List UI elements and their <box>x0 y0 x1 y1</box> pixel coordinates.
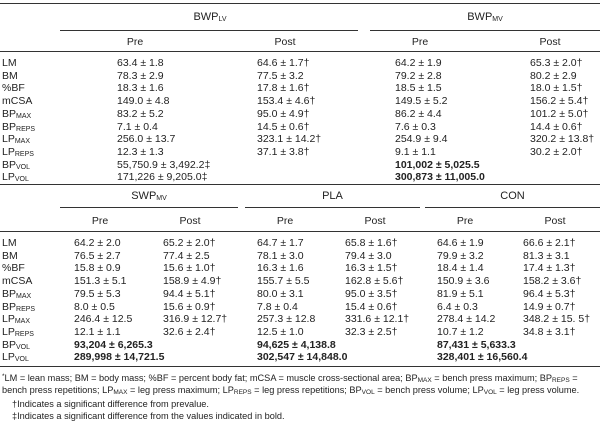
table2-group-header-pla: PLA <box>322 190 343 202</box>
table2-col-pre-2: Pre <box>276 215 294 227</box>
table-cell: 18.5 ± 1.5 <box>395 82 442 95</box>
table-cell: 15.8 ± 0.9 <box>74 262 121 275</box>
table-cell: 95.0 ± 3.5† <box>345 287 398 300</box>
table-cell: 101,002 ± 5,025.5 <box>395 158 480 171</box>
table2-header-rule <box>0 231 600 232</box>
table-cell: 78.1 ± 3.0 <box>257 249 304 262</box>
table-cell: 151.3 ± 5.1 <box>74 275 127 288</box>
table1-col-pre-2: Pre <box>411 36 429 48</box>
table2-bottom-rule <box>0 366 600 367</box>
table-cell: 81.3 ± 3.1 <box>523 249 570 262</box>
table-cell: 65.8 ± 1.6† <box>345 237 398 249</box>
table2-group-underline-3 <box>425 207 600 208</box>
table2-group-header-swp-mv: $SWP_{MV}$ <box>131 190 167 202</box>
row-label: %BF <box>2 82 25 95</box>
table-cell: 30.2 ± 2.0† <box>530 145 583 158</box>
table-cell: 15.6 ± 0.9† <box>163 300 216 313</box>
table-cell: 17.8 ± 1.6† <box>257 82 310 95</box>
table-cell: 64.7 ± 1.7 <box>257 237 304 249</box>
table-cell: 14.9 ± 0.7† <box>523 300 576 313</box>
table-cell: 150.9 ± 3.6 <box>437 275 490 288</box>
table2-top-rule <box>0 184 600 185</box>
table2-col-pre-1: Pre <box>91 215 109 227</box>
row-label: $LP_{REPS}$ <box>2 145 34 158</box>
table-cell: 14.4 ± 0.6† <box>530 120 583 133</box>
table-cell: 7.8 ± 0.4 <box>257 300 298 313</box>
row-label: $BP_{REPS}$ <box>2 300 36 313</box>
table-cell: 86.2 ± 4.4 <box>395 107 442 120</box>
row-label: LM <box>2 57 17 69</box>
row-label: BM <box>2 249 18 262</box>
row-label: $LP_{VOL}$ <box>2 171 29 184</box>
row-label: mCSA <box>2 275 33 288</box>
table-cell: 171,226 ± 9,205.0‡ <box>117 171 208 184</box>
row-label: $LP_{MAX}$ <box>2 313 31 326</box>
table-cell: 101.2 ± 5.0† <box>530 107 589 120</box>
row-label: $BP_{MAX}$ <box>2 107 32 120</box>
table-cell: 63.4 ± 1.8 <box>117 57 164 69</box>
table-cell: 94.4 ± 5.1† <box>163 287 216 300</box>
row-label: $BP_{VOL}$ <box>2 338 31 351</box>
table-cell: 155.7 ± 5.5 <box>257 275 310 288</box>
table-cell: 65.2 ± 2.0† <box>163 237 216 249</box>
row-label: $LP_{REPS}$ <box>2 325 34 338</box>
table-cell: 246.4 ± 12.5 <box>74 313 133 326</box>
table-cell: 8.0 ± 0.5 <box>74 300 115 313</box>
table-cell: 34.8 ± 3.1† <box>523 325 576 338</box>
row-label: $BP_{MAX}$ <box>2 287 32 300</box>
table-cell: 14.5 ± 0.6† <box>257 120 310 133</box>
row-label: mCSA <box>2 95 33 108</box>
table-cell: 96.4 ± 5.3† <box>523 287 576 300</box>
table-cell: 256.0 ± 13.7 <box>117 133 176 146</box>
row-label: LM <box>2 237 17 249</box>
table-cell: 316.9 ± 12.7† <box>163 313 228 326</box>
table-cell: 78.3 ± 2.9 <box>117 69 164 82</box>
table-cell: 80.0 ± 3.1 <box>257 287 304 300</box>
table-cell: 15.6 ± 1.0† <box>163 262 216 275</box>
table-cell: 331.6 ± 12.1† <box>345 313 410 326</box>
table-cell: 32.3 ± 2.5† <box>345 325 398 338</box>
row-label: $LP_{MAX}$ <box>2 133 31 146</box>
table-cell: 79.5 ± 5.3 <box>74 287 121 300</box>
table-cell: 7.6 ± 0.3 <box>395 120 436 133</box>
table-cell: 300,873 ± 11,005.0 <box>395 171 485 184</box>
table-cell: 162.8 ± 5.6† <box>345 275 404 288</box>
table-cell: 348.2 ± 15. 5† <box>523 313 591 326</box>
table1-group-header-bwp-mv: $BWP_{MV}$ <box>467 11 503 23</box>
table-cell: 77.5 ± 3.2 <box>257 69 304 82</box>
table1-col-pre-1: Pre <box>126 36 144 48</box>
table-cell: 153.4 ± 4.6† <box>257 95 316 108</box>
table-cell: 32.6 ± 2.4† <box>163 325 216 338</box>
table-cell: 320.2 ± 13.8† <box>530 133 595 146</box>
table-cell: 278.4 ± 14.2 <box>437 313 496 326</box>
table-cell: 289,998 ± 14,721.5 <box>74 351 165 364</box>
table-cell: 149.5 ± 5.2 <box>395 95 448 108</box>
table-cell: 95.0 ± 4.9† <box>257 107 310 120</box>
row-label: $LP_{VOL}$ <box>2 351 29 364</box>
footnote-dagger: †Indicates a significant difference from prevalue. <box>12 399 209 409</box>
table-cell: 93,204 ± 6,265.3 <box>74 338 153 351</box>
table1-group-underline-2 <box>370 30 600 31</box>
table-cell: 80.2 ± 2.9 <box>530 69 577 82</box>
row-label: $BP_{REPS}$ <box>2 120 36 133</box>
table-cell: 16.3 ± 1.6 <box>257 262 304 275</box>
table-cell: 12.5 ± 1.0 <box>257 325 304 338</box>
table2-col-post-1: Post <box>179 215 201 227</box>
table-cell: 156.2 ± 5.4† <box>530 95 589 108</box>
table-cell: 87,431 ± 5,633.3 <box>437 338 516 351</box>
footnote-abbreviations: *LM = lean mass; BM = body mass; %BF = percent body fat; mCSA = muscle cross-sectional area; $BP_{MAX}$ = bench press maximum; $BP_{REPS}$ = bench press repetitions; $LP_{MAX}$ = leg press maximum; $LP_{REPS}$ = leg press repetitions; $BP_{VOL}$ = bench press volume; $LP_{VOL}$ = leg press volume. <box>2 373 580 396</box>
table-cell: 76.5 ± 2.7 <box>74 249 121 262</box>
table1-col-post-1: Post <box>274 36 296 48</box>
table-cell: 65.3 ± 2.0† <box>530 57 583 69</box>
table1-top-rule <box>0 3 600 4</box>
table-cell: 254.9 ± 9.4 <box>395 133 448 146</box>
table-cell: 7.1 ± 0.4 <box>117 120 158 133</box>
table-cell: 16.3 ± 1.5† <box>345 262 398 275</box>
table-cell: 302,547 ± 14,848.0 <box>257 351 348 364</box>
table-cell: 55,750.9 ± 3,492.2‡ <box>117 158 211 171</box>
footnote-double-dagger: ‡Indicates a significant difference from the values indicated in bold. <box>12 411 285 421</box>
table2-col-post-3: Post <box>544 215 566 227</box>
table2-col-pre-3: Pre <box>456 215 474 227</box>
table-cell: 66.6 ± 2.1† <box>523 237 576 249</box>
table-cell: 158.9 ± 4.9† <box>163 275 222 288</box>
row-label: %BF <box>2 262 25 275</box>
table-cell: 79.9 ± 3.2 <box>437 249 484 262</box>
table-cell: 149.0 ± 4.8 <box>117 95 170 108</box>
table2-group-underline-2 <box>245 207 420 208</box>
table2-group-underline-1 <box>60 207 238 208</box>
table1-col-post-2: Post <box>539 36 561 48</box>
table-cell: 10.7 ± 1.2 <box>437 325 484 338</box>
table1-header-rule <box>0 51 600 52</box>
table-cell: 18.3 ± 1.6 <box>117 82 164 95</box>
table-cell: 6.4 ± 0.3 <box>437 300 478 313</box>
table-cell: 83.2 ± 5.2 <box>117 107 164 120</box>
table-cell: 64.2 ± 1.9 <box>395 57 442 69</box>
table-cell: 15.4 ± 0.6† <box>345 300 398 313</box>
table-cell: 328,401 ± 16,560.4 <box>437 351 528 364</box>
table2-col-post-2: Post <box>364 215 386 227</box>
table-cell: 64.6 ± 1.7† <box>257 57 310 69</box>
table-cell: 79.2 ± 2.8 <box>395 69 442 82</box>
table-cell: 257.3 ± 12.8 <box>257 313 316 326</box>
table1-group-header-bwp-lv: $BWP_{LV}$ <box>193 11 227 23</box>
table-cell: 323.1 ± 14.2† <box>257 133 322 146</box>
row-label: BM <box>2 69 18 82</box>
table2-group-header-con: CON <box>500 190 525 202</box>
table1-group-underline-1 <box>60 30 358 31</box>
table-cell: 12.3 ± 1.3 <box>117 145 164 158</box>
table-cell: 18.0 ± 1.5† <box>530 82 583 95</box>
table-cell: 79.4 ± 3.0 <box>345 249 392 262</box>
table-cell: 158.2 ± 3.6† <box>523 275 582 288</box>
table-cell: 64.2 ± 2.0 <box>74 237 121 249</box>
table-cell: 17.4 ± 1.3† <box>523 262 576 275</box>
table-cell: 94,625 ± 4,138.8 <box>257 338 336 351</box>
table-cell: 12.1 ± 1.1 <box>74 325 121 338</box>
table-cell: 64.6 ± 1.9 <box>437 237 484 249</box>
table-cell: 37.1 ± 3.8† <box>257 145 310 158</box>
table-cell: 81.9 ± 5.1 <box>437 287 484 300</box>
table-cell: 9.1 ± 1.1 <box>395 145 436 158</box>
row-label: $BP_{VOL}$ <box>2 158 31 171</box>
table-cell: 77.4 ± 2.5 <box>163 249 210 262</box>
table-cell: 18.4 ± 1.4 <box>437 262 484 275</box>
